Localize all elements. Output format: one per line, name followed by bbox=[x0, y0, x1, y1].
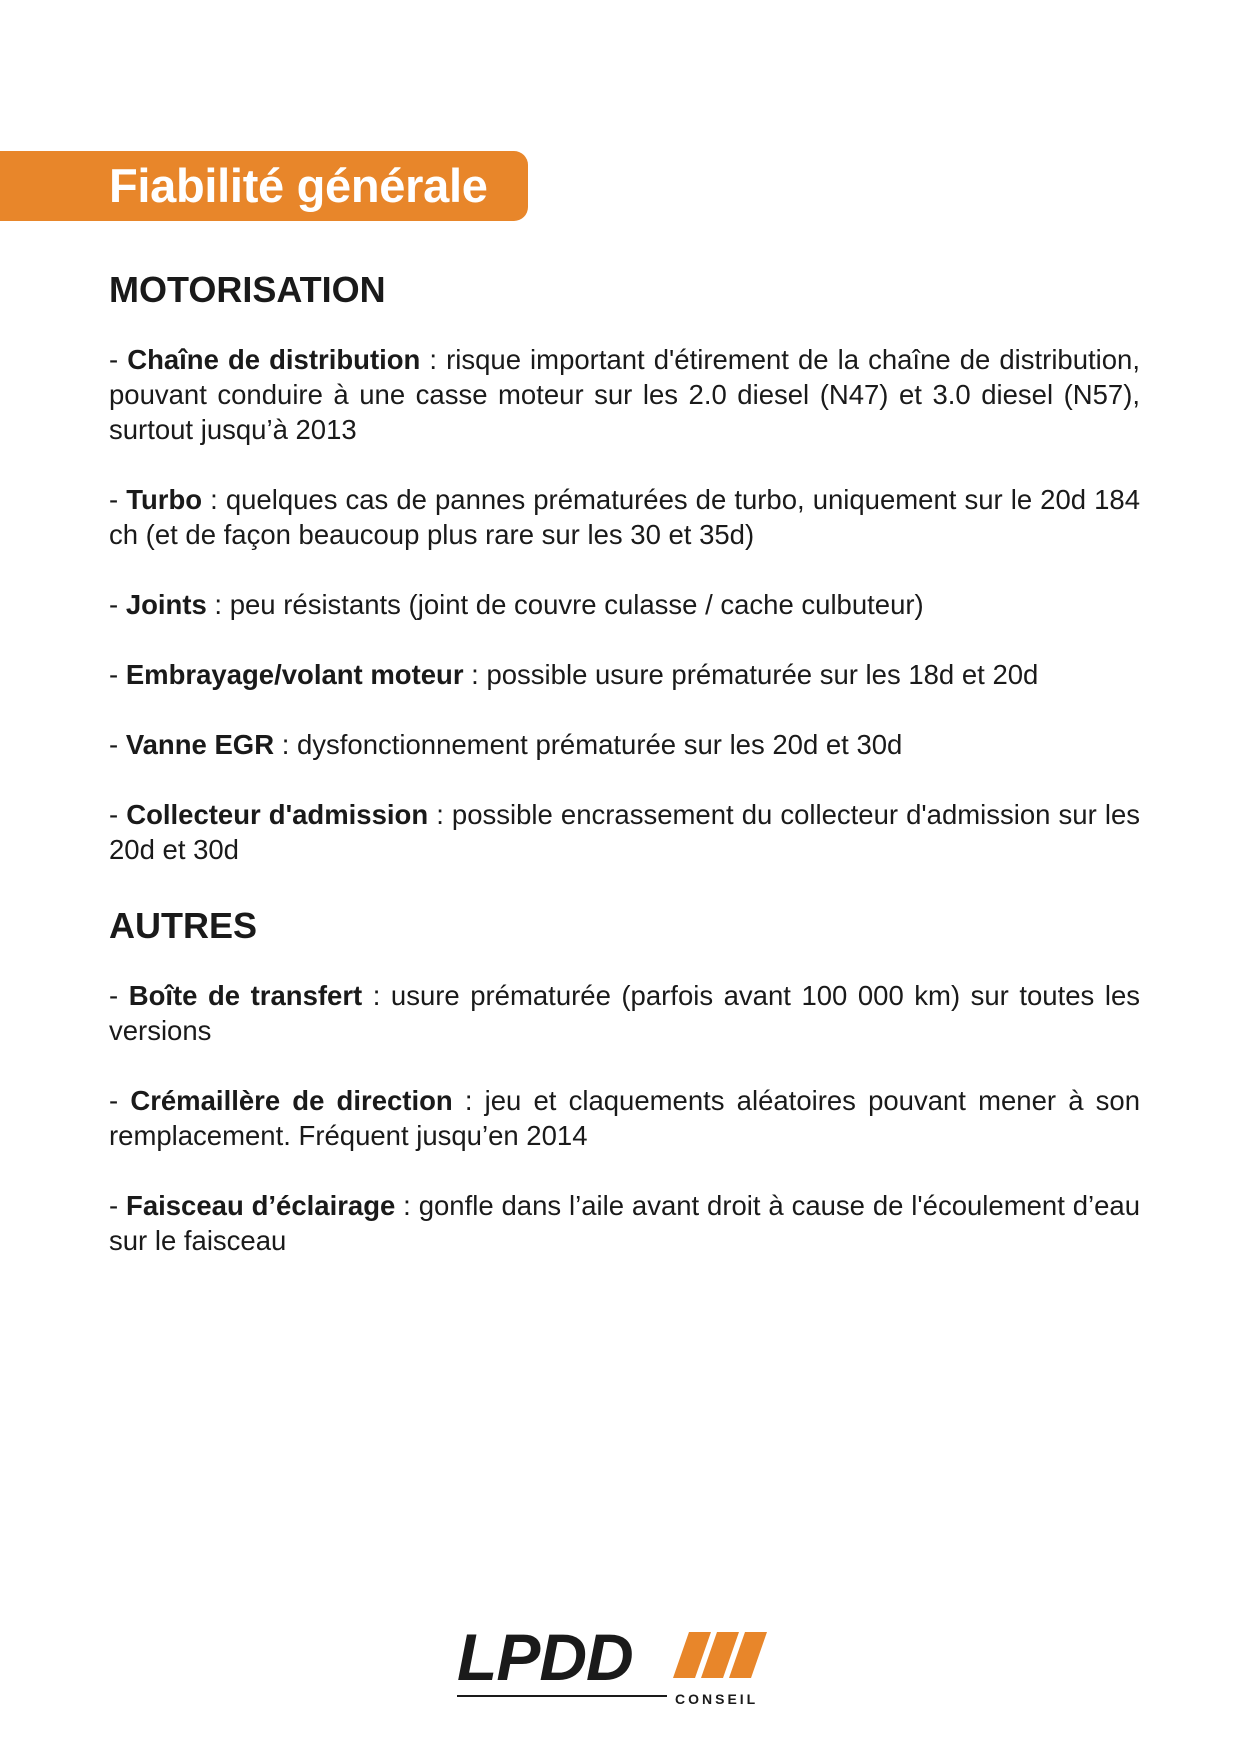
section-heading: MOTORISATION bbox=[109, 269, 386, 310]
section-autres bbox=[109, 904, 1140, 1258]
item-term: Collecteur d'admission bbox=[126, 799, 429, 830]
logo-stripes-icon bbox=[673, 1632, 767, 1678]
item-text: : jeu et claquements aléatoires pouvant mener à son remplacement. Fréquent jusqu’en 2014 bbox=[109, 1085, 1141, 1151]
page-title: Fiabilité générale bbox=[109, 159, 488, 212]
item-dash: - bbox=[109, 980, 129, 1011]
item-text: : gonfle dans l’aile avant droit à cause de l'écoulement d’eau sur le faisceau bbox=[109, 1190, 1140, 1256]
section-motorisation bbox=[109, 268, 1140, 867]
item-term: Turbo bbox=[126, 484, 203, 515]
list-item bbox=[109, 797, 1140, 867]
item-term: Boîte de transfert bbox=[128, 980, 363, 1011]
lpdd-logo bbox=[455, 1620, 795, 1710]
item-text: : risque important d'étirement de la chaîne de distribution, pouvant conduire à une casse moteur sur les 2.0 diesel (N47) et 3.0 diesel (N57), surtout jusqu’à 2013 bbox=[109, 344, 1140, 445]
item-dash: - bbox=[109, 799, 127, 830]
item-dash: - bbox=[109, 1085, 131, 1116]
item-term: Chaîne de distribution bbox=[127, 344, 421, 375]
section-heading: AUTRES bbox=[109, 905, 258, 946]
list-item bbox=[109, 1083, 1140, 1153]
list-item bbox=[109, 727, 1140, 762]
list-item bbox=[109, 342, 1140, 447]
item-term: Joints bbox=[125, 589, 207, 620]
item-text: : dysfonctionnement prématurée sur les 20d et 30d bbox=[274, 729, 903, 760]
item-dash: - bbox=[109, 1190, 127, 1221]
item-text: : quelques cas de pannes prématurées de turbo, uniquement sur le 20d 184 ch (et de façon beaucoup plus rare sur les 30 et 35d) bbox=[109, 484, 1140, 550]
item-dash: - bbox=[109, 484, 127, 515]
item-dash: - bbox=[109, 589, 126, 620]
item-text: : peu résistants (joint de couvre culasse / cache culbuteur) bbox=[206, 589, 924, 620]
item-term: Faisceau d’éclairage bbox=[126, 1190, 396, 1221]
item-dash: - bbox=[109, 729, 126, 760]
item-text: : possible usure prématurée sur les 18d et 20d bbox=[463, 659, 1039, 690]
item-text: : possible encrassement du collecteur d'admission sur les 20d et 30d bbox=[109, 799, 1140, 865]
item-term: Embrayage/volant moteur bbox=[125, 659, 464, 690]
item-term: Vanne EGR bbox=[125, 729, 275, 760]
list-item bbox=[109, 587, 1140, 622]
item-term: Crémaillère de direction bbox=[130, 1085, 453, 1116]
logo-tagline: CONSEIL bbox=[675, 1691, 759, 1707]
item-dash: - bbox=[109, 659, 126, 690]
main-content bbox=[109, 268, 1140, 1258]
list-item bbox=[109, 978, 1140, 1048]
list-item bbox=[109, 1188, 1140, 1258]
item-text: : usure prématurée (parfois avant 100 000 km) sur toutes les versions bbox=[109, 980, 1140, 1046]
item-dash: - bbox=[109, 344, 128, 375]
list-item bbox=[109, 657, 1140, 692]
list-item bbox=[109, 482, 1140, 552]
logo-wordmark: LPDD bbox=[457, 1620, 633, 1694]
section-banner bbox=[0, 151, 528, 221]
